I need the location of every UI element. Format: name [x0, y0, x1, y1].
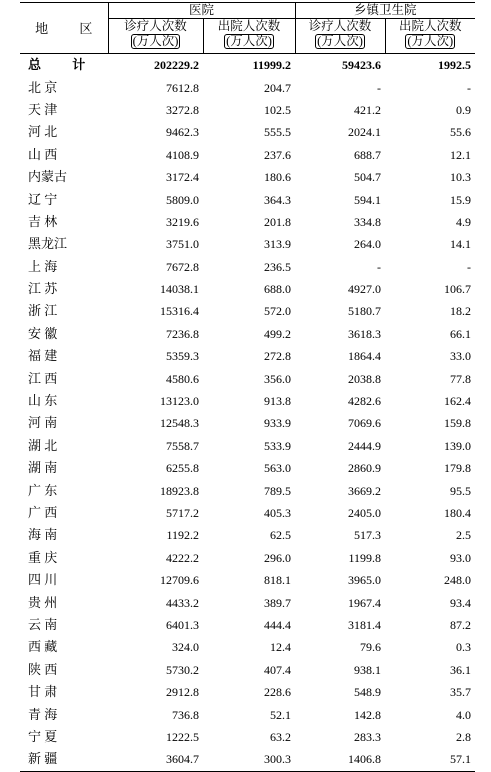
hospital-inpatient-label: 出院人次数 [217, 19, 281, 33]
hospital-visits-cell: 3172.4 [166, 170, 199, 185]
region-name-cell: 湖 北 [28, 437, 58, 453]
total-row [20, 54, 475, 77]
region-name-cell: 甘 肃 [28, 684, 58, 700]
region-name-cell: 天 津 [28, 101, 58, 117]
hospital-inpatient-cell: 300.3 [203, 748, 295, 771]
township-visits-cell: 2444.9 [348, 438, 382, 453]
table-row [20, 659, 475, 681]
region-name-cell: 安 徽 [28, 325, 58, 341]
hospital-visits-cell: 3219.6 [166, 214, 199, 229]
township-visits-cell: 3669.2 [348, 483, 382, 498]
township-visits-cell: 1967.4 [348, 595, 382, 610]
table-row [20, 591, 475, 613]
township-inpatient-cell: 4.9 [456, 214, 472, 229]
township-visits-cell: 283.3 [354, 729, 382, 744]
township-visits-cell: 421.2 [354, 102, 382, 117]
township-inpatient-cell: 179.8 [444, 461, 472, 476]
table-row [20, 390, 475, 412]
hospital-inpatient-cell: 444.4 [264, 617, 292, 632]
township-visits-cell: 5180.7 [348, 304, 382, 319]
hospital-inpatient-cell: 818.1 [264, 573, 292, 588]
township-visits-cell: 517.3 [354, 528, 382, 543]
township-inpatient-cell: 4.0 [456, 707, 472, 722]
hospital-inpatient-cell: 272.8 [264, 349, 292, 364]
region-name-cell: 总 计 [28, 57, 100, 73]
table-row [20, 188, 475, 210]
township-visits-cell: 4282.6 [348, 394, 382, 409]
hospital-inpatient-cell: 913.8 [264, 394, 292, 409]
township-inpatient-cell: 106.7 [444, 282, 472, 297]
township-visits-cell: 79.6 [360, 640, 382, 655]
hospital-inpatient-cell: 499.2 [264, 326, 292, 341]
hospital-inpatient-cell: 533.9 [264, 438, 292, 453]
township-inpatient-cell: 55.6 [450, 125, 472, 140]
township-inpatient-cell: 57.1 [385, 748, 475, 771]
township-visits-cell: 688.7 [354, 147, 382, 162]
table-row [20, 479, 475, 501]
township-inpatient-unit: (万人次) [407, 34, 454, 48]
hospital-visits-cell: 13123.0 [160, 394, 199, 409]
region-name-cell: 云 南 [28, 616, 58, 632]
hospital-group-header: 医院 [108, 3, 295, 19]
township-inpatient-cell: 77.8 [450, 371, 472, 386]
hospital-inpatient-cell: 204.7 [264, 80, 292, 95]
township-inpatient-cell: 15.9 [450, 192, 472, 207]
hospital-inpatient-cell: 407.4 [264, 662, 292, 677]
region-name-cell: 江 苏 [28, 281, 58, 297]
township-inpatient-cell: 18.2 [450, 304, 472, 319]
township-inpatient-cell: 14.1 [450, 237, 472, 252]
township-visits-cell: - [377, 259, 382, 274]
hospital-inpatient-cell: 572.0 [264, 304, 292, 319]
township-inpatient-cell: 35.7 [450, 685, 472, 700]
hospital-inpatient-cell: 356.0 [264, 371, 292, 386]
table-row [20, 278, 475, 300]
hospital-inpatient-cell: 63.2 [270, 729, 292, 744]
hospital-inpatient-cell: 52.1 [270, 707, 292, 722]
hospital-visits-cell: 3604.7 [108, 748, 203, 771]
hospital-inpatient-cell: 364.3 [264, 192, 292, 207]
hospital-visits-cell: 736.8 [172, 707, 199, 722]
township-visits-cell: 2405.0 [348, 506, 382, 520]
township-visits-cell: 2024.1 [348, 125, 382, 140]
township-visits-cell: 4927.0 [348, 282, 382, 297]
township-inpatient-cell: 10.3 [450, 170, 472, 185]
hospital-inpatient-cell: 201.8 [264, 214, 292, 229]
region-name-cell: 黑龙江 [28, 236, 68, 252]
township-inpatient-cell: 0.3 [456, 640, 472, 655]
hospital-visits-label: 诊疗人次数 [124, 19, 187, 33]
table-row [20, 636, 475, 658]
hospital-inpatient-cell: 296.0 [264, 550, 292, 565]
region-name-cell: 新 疆 [20, 748, 108, 771]
region-name-cell: 浙 江 [28, 303, 58, 319]
table-row [20, 233, 475, 255]
table-row [20, 121, 475, 143]
hospital-visits-cell: 4108.9 [166, 147, 199, 162]
hospital-visits-cell: 15316.4 [160, 304, 199, 319]
region-name-cell: 广 西 [28, 505, 58, 520]
township-inpatient-cell: 93.0 [450, 550, 472, 565]
township-inpatient-cell: 2.8 [456, 729, 472, 744]
hospital-visits-cell: 12709.6 [160, 573, 199, 588]
township-visits-cell: 142.8 [354, 707, 382, 722]
table-row [20, 211, 475, 233]
township-visits-cell: 2860.9 [348, 461, 382, 476]
township-inpatient-cell: 33.0 [450, 349, 472, 364]
region-name-cell: 贵 州 [28, 594, 58, 610]
hospital-visits-cell: 4580.6 [166, 371, 199, 386]
data-table-container [20, 2, 475, 772]
township-inpatient-cell: 36.1 [450, 662, 472, 677]
township-inpatient-cell: 2.5 [456, 528, 472, 543]
hospital-visits-cell: 1222.5 [166, 729, 199, 744]
hospital-visits-cell: 4433.2 [166, 595, 199, 610]
township-visits-cell: 59423.6 [342, 58, 382, 73]
region-name-cell: 江 西 [28, 370, 58, 386]
table-row [20, 435, 475, 457]
hospital-inpatient-cell: 236.5 [264, 259, 292, 274]
hospital-inpatient-cell: 555.5 [264, 125, 292, 140]
table-body [20, 54, 475, 772]
township-inpatient-cell: 248.0 [444, 573, 472, 588]
township-visits-cell: 1406.8 [295, 748, 385, 771]
hospital-inpatient-cell: 62.5 [270, 528, 292, 543]
region-name-cell: 上 海 [28, 258, 58, 274]
township-inpatient-cell: 0.9 [456, 102, 472, 117]
hospital-visits-cell: 14038.1 [160, 282, 199, 297]
region-name-cell: 内蒙古 [28, 169, 68, 185]
hospital-visits-cell: 1192.2 [166, 528, 199, 543]
township-inpatient-cell: 12.1 [450, 147, 472, 162]
region-name-cell: 河 南 [28, 415, 58, 431]
table-row [20, 748, 475, 771]
region-name-cell: 辽 宁 [28, 191, 58, 207]
township-inpatient-cell: 159.8 [444, 416, 472, 431]
township-inpatient-cell: - [467, 259, 472, 274]
hospital-visits-cell: 6401.3 [166, 617, 199, 632]
hospital-visits-cell: 7672.8 [166, 259, 199, 274]
township-visits-cell: 1199.8 [348, 550, 382, 565]
township-inpatient-label: 出院人次数 [399, 19, 462, 33]
hospital-inpatient-cell: 11999.2 [252, 58, 292, 73]
township-visits-label: 诊疗人次数 [308, 19, 372, 33]
hospital-inpatient-cell: 12.4 [270, 640, 292, 655]
hospital-inpatient-cell: 389.7 [264, 595, 292, 610]
township-inpatient-cell: 87.2 [450, 617, 472, 632]
hospital-visits-cell: 5359.3 [166, 349, 199, 364]
hospital-inpatient-cell: 405.3 [264, 506, 292, 520]
hospital-visits-header [108, 19, 203, 54]
table-row [20, 323, 475, 345]
table-row [20, 614, 475, 636]
table-row [20, 703, 475, 725]
township-visits-cell: 3965.0 [348, 573, 382, 588]
township-inpatient-cell: 139.0 [444, 438, 472, 453]
region-name-cell: 山 东 [28, 393, 58, 409]
region-name-cell: 四 川 [28, 572, 58, 588]
township-visits-cell: 334.8 [354, 214, 382, 229]
region-name-cell: 湖 南 [28, 460, 58, 476]
hospital-inpatient-cell: 933.9 [264, 416, 292, 431]
township-visits-header [295, 19, 385, 54]
table-row [20, 502, 475, 524]
hospital-inpatient-cell: 102.5 [264, 102, 292, 117]
hospital-visits-cell: 7612.8 [166, 80, 199, 95]
hospital-statistics-table [20, 2, 475, 772]
region-name-cell: 北 京 [28, 79, 58, 95]
township-inpatient-cell: 93.4 [450, 595, 472, 610]
township-visits-cell: 3618.3 [348, 326, 382, 341]
region-header: 地 区 [20, 3, 108, 54]
hospital-visits-cell: 5809.0 [166, 192, 199, 207]
hospital-inpatient-header [203, 19, 295, 54]
table-row [20, 256, 475, 278]
hospital-inpatient-cell: 563.0 [264, 461, 292, 476]
hospital-visits-cell: 5717.2 [166, 506, 199, 520]
region-name-cell: 宁 夏 [28, 728, 58, 744]
hospital-inpatient-cell: 228.6 [264, 685, 292, 700]
table-row [20, 300, 475, 322]
township-visits-cell: 938.1 [354, 662, 382, 677]
township-visits-cell: 2038.8 [348, 371, 382, 386]
township-inpatient-header [385, 19, 475, 54]
table-row [20, 457, 475, 479]
hospital-inpatient-cell: 789.5 [264, 483, 292, 498]
region-name-cell: 吉 林 [28, 213, 58, 229]
region-name-cell: 青 海 [28, 706, 58, 722]
township-inpatient-cell: 66.1 [450, 326, 472, 341]
hospital-visits-cell: 7236.8 [166, 326, 199, 341]
hospital-visits-cell: 9462.3 [166, 125, 199, 140]
township-visits-cell: 1864.4 [348, 349, 382, 364]
township-visits-cell: 504.7 [354, 170, 382, 185]
hospital-visits-cell: 18923.8 [160, 483, 199, 498]
hospital-visits-cell: 6255.8 [166, 461, 199, 476]
region-name-cell: 福 建 [28, 348, 58, 364]
table-row [20, 412, 475, 434]
hospital-visits-cell: 4222.2 [166, 550, 199, 565]
hospital-inpatient-cell: 237.6 [264, 147, 292, 162]
township-inpatient-cell: 162.4 [444, 394, 472, 409]
region-name-cell: 海 南 [28, 527, 58, 543]
hospital-visits-cell: 3751.0 [166, 237, 199, 252]
hospital-inpatient-cell: 313.9 [264, 237, 292, 252]
hospital-visits-cell: 7558.7 [166, 438, 199, 453]
township-inpatient-cell: 180.4 [444, 506, 472, 520]
region-name-cell: 西 藏 [28, 639, 58, 655]
township-visits-cell: 594.1 [354, 192, 382, 207]
hospital-visits-cell: 2912.8 [166, 685, 199, 700]
township-visits-cell: 7069.6 [348, 416, 382, 431]
region-name-cell: 河 北 [28, 124, 58, 140]
region-name-cell: 陕 西 [28, 661, 58, 677]
hospital-visits-cell: 202229.2 [154, 58, 199, 73]
table-row [20, 345, 475, 367]
township-inpatient-cell: 1992.5 [438, 58, 472, 73]
region-name-cell: 广 东 [28, 482, 58, 498]
table-row [20, 166, 475, 188]
region-name-cell: 山 西 [28, 146, 58, 162]
table-row [20, 76, 475, 98]
township-inpatient-cell: - [467, 80, 472, 95]
table-row [20, 524, 475, 546]
hospital-visits-unit: (万人次) [132, 34, 179, 48]
region-name-cell: 重 庆 [28, 549, 58, 565]
hospital-visits-cell: 324.0 [172, 640, 199, 655]
township-visits-unit: (万人次) [317, 34, 363, 48]
table-row [20, 99, 475, 121]
township-inpatient-cell: 95.5 [450, 483, 472, 498]
township-visits-cell: - [377, 80, 382, 95]
township-visits-cell: 264.0 [354, 237, 382, 252]
table-row [20, 144, 475, 166]
township-group-header: 乡镇卫生院 [295, 3, 475, 19]
hospital-inpatient-cell: 180.6 [264, 170, 292, 185]
hospital-inpatient-cell: 688.0 [264, 282, 292, 297]
table-row [20, 367, 475, 389]
table-row [20, 547, 475, 569]
township-visits-cell: 548.9 [354, 685, 382, 700]
table-row [20, 681, 475, 703]
hospital-inpatient-unit: (万人次) [226, 34, 272, 48]
hospital-visits-cell: 5730.2 [166, 662, 199, 677]
township-visits-cell: 3181.4 [348, 617, 382, 632]
table-row [20, 569, 475, 591]
hospital-visits-cell: 12548.3 [160, 416, 199, 431]
table-row [20, 726, 475, 748]
hospital-visits-cell: 3272.8 [166, 102, 199, 117]
